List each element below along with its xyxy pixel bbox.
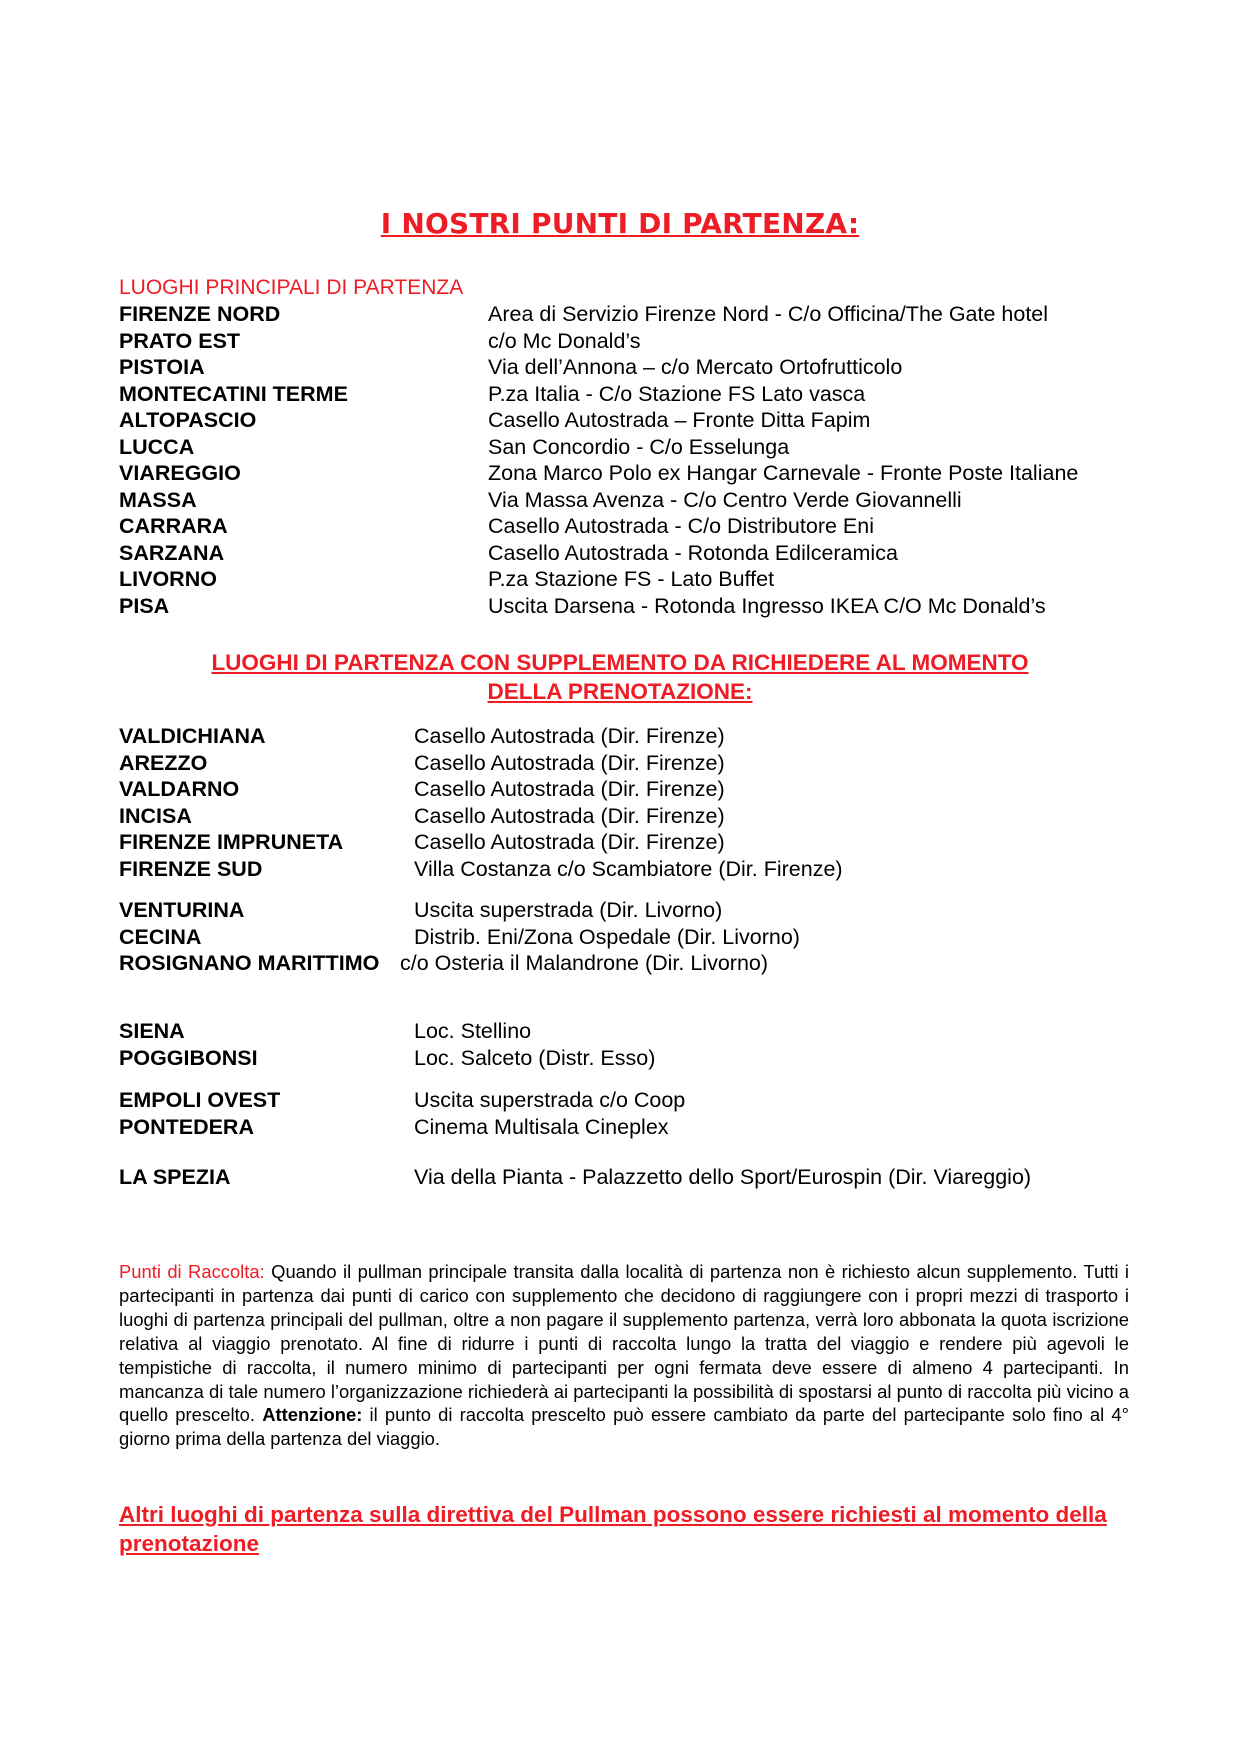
collection-note-text2: il punto di raccolta prescelto può essere cambiato da parte del partecipante solo fino al 4° giorno prima della partenza del viaggio. — [119, 1404, 1129, 1450]
departure-city: FIRENZE SUD — [119, 856, 263, 881]
departure-place: Casello Autostrada (Dir. Firenze) — [414, 803, 725, 828]
departure-city: PRATO EST — [119, 328, 241, 353]
departure-city: AREZZO — [119, 750, 208, 775]
departure-city: MASSA — [119, 487, 197, 512]
collection-note-attention: Attenzione: — [262, 1404, 363, 1426]
departure-place: Distrib. Eni/Zona Ospedale (Dir. Livorno) — [414, 924, 800, 949]
departure-place: Casello Autostrada (Dir. Firenze) — [414, 750, 725, 775]
departure-place: Uscita superstrada c/o Coop — [414, 1088, 686, 1112]
departure-city: FIRENZE IMPRUNETA — [119, 830, 344, 854]
departure-place: Area di Servizio Firenze Nord - C/o Officina/The Gate hotel — [488, 302, 1049, 326]
departure-city: POGGIBONSI — [119, 1045, 258, 1070]
departure-place: Via della Pianta - Palazzetto dello Sport/Eurospin (Dir. Viareggio) — [414, 1165, 1032, 1189]
departure-city: FIRENZE NORD — [119, 302, 281, 326]
final-note: Altri luoghi di partenza sulla direttiva del Pullman possono essere richiesti al momento della prenotazione — [119, 1502, 1107, 1556]
departure-place: Uscita superstrada (Dir. Livorno) — [414, 898, 723, 922]
page-title: I NOSTRI PUNTI DI PARTENZA: — [380, 207, 860, 240]
departure-city: CARRARA — [119, 514, 228, 538]
departure-place: P.za Italia - C/o Stazione FS Lato vasca — [488, 381, 866, 406]
collection-note-label: Punti di Raccolta: — [119, 1261, 265, 1282]
departure-city: LA SPEZIA — [119, 1165, 231, 1189]
departure-place: Casello Autostrada (Dir. Firenze) — [414, 777, 725, 801]
departure-place: Zona Marco Polo ex Hangar Carnevale - Fronte Poste Italiane — [488, 461, 1079, 485]
departure-city: MONTECATINI TERME — [119, 381, 348, 406]
departure-place: Casello Autostrada (Dir. Firenze) — [414, 724, 725, 748]
supplement-heading-line1: LUOGHI DI PARTENZA CON SUPPLEMENTO DA RICHIEDERE AL MOMENTO — [211, 650, 1029, 675]
departure-place: Casello Autostrada (Dir. Firenze) — [414, 830, 725, 854]
departure-place: Villa Costanza c/o Scambiatore (Dir. Firenze) — [414, 856, 843, 881]
departure-city: VENTURINA — [119, 898, 245, 922]
collection-note-text1: Quando il pullman principale transita dalla località di partenza non è richiesto alcun supplemento. Tutti i partecipanti in partenza dai punti di carico con supplemento che decidono di raggiungere con i propri mezzi di trasporto i luoghi di partenza principali del pullman, oltre a non pagare il supplemento partenza, verrà loro abbonata la quota iscrizione relativa al viaggio prenotato. Al fine di ridurre i punti di raccolta lungo la tratta del viaggio e rendere più agevoli le tempistiche di raccolta, il numero minimo di partecipanti per ogni fermata deve essere di almeno 4 partecipanti. In mancanza di tale numero l’organizzazione richiederà ai partecipanti la possibilità di spostarsi al punto di raccolta più vicino a quello prescelto. — [119, 1261, 1129, 1426]
departure-city: VALDARNO — [119, 777, 240, 801]
departure-city: ROSIGNANO MARITTIMO — [119, 951, 380, 975]
departure-city: VIAREGGIO — [119, 461, 241, 485]
departure-city: CECINA — [119, 924, 202, 949]
departure-place: Uscita Darsena - Rotonda Ingresso IKEA C/O Mc Donald’s — [488, 593, 1046, 618]
departure-place: c/o Mc Donald’s — [488, 328, 641, 353]
departure-city: PISTOIA — [119, 355, 205, 379]
supplement-heading-line2: DELLA PRENOTAZIONE: — [487, 679, 753, 704]
departure-place: c/o Osteria il Malandrone (Dir. Livorno) — [400, 951, 769, 975]
departure-place: Cinema Multisala Cineplex — [414, 1114, 669, 1139]
departure-place: P.za Stazione FS - Lato Buffet — [488, 567, 775, 591]
departure-place: Loc. Stellino — [414, 1019, 532, 1043]
departure-city: SIENA — [119, 1019, 185, 1043]
departure-city: INCISA — [119, 803, 192, 828]
departure-city: EMPOLI OVEST — [119, 1088, 281, 1112]
departure-place: Via Massa Avenza - C/o Centro Verde Giovannelli — [488, 487, 962, 512]
departure-city: ALTOPASCIO — [119, 408, 257, 432]
departure-city: LUCCA — [119, 434, 195, 459]
departure-city: SARZANA — [119, 540, 225, 565]
departure-place: Casello Autostrada - Rotonda Edilceramica — [488, 540, 898, 565]
departure-place: San Concordio - C/o Esselunga — [488, 434, 790, 459]
main-section-label: LUOGHI PRINCIPALI DI PARTENZA — [119, 276, 464, 299]
departure-city: VALDICHIANA — [119, 724, 266, 748]
departure-place: Loc. Salceto (Distr. Esso) — [414, 1045, 656, 1070]
departure-place: Via dell’Annona – c/o Mercato Ortofrutticolo — [488, 355, 903, 379]
collection-note — [119, 1260, 1129, 1451]
departure-place: Casello Autostrada - C/o Distributore Eni — [488, 514, 874, 538]
departure-place: Casello Autostrada – Fronte Ditta Fapim — [488, 408, 871, 432]
departure-city: PONTEDERA — [119, 1114, 254, 1139]
departure-city: LIVORNO — [119, 567, 217, 591]
supplement-heading — [0, 648, 1240, 706]
departure-city: PISA — [119, 593, 170, 618]
